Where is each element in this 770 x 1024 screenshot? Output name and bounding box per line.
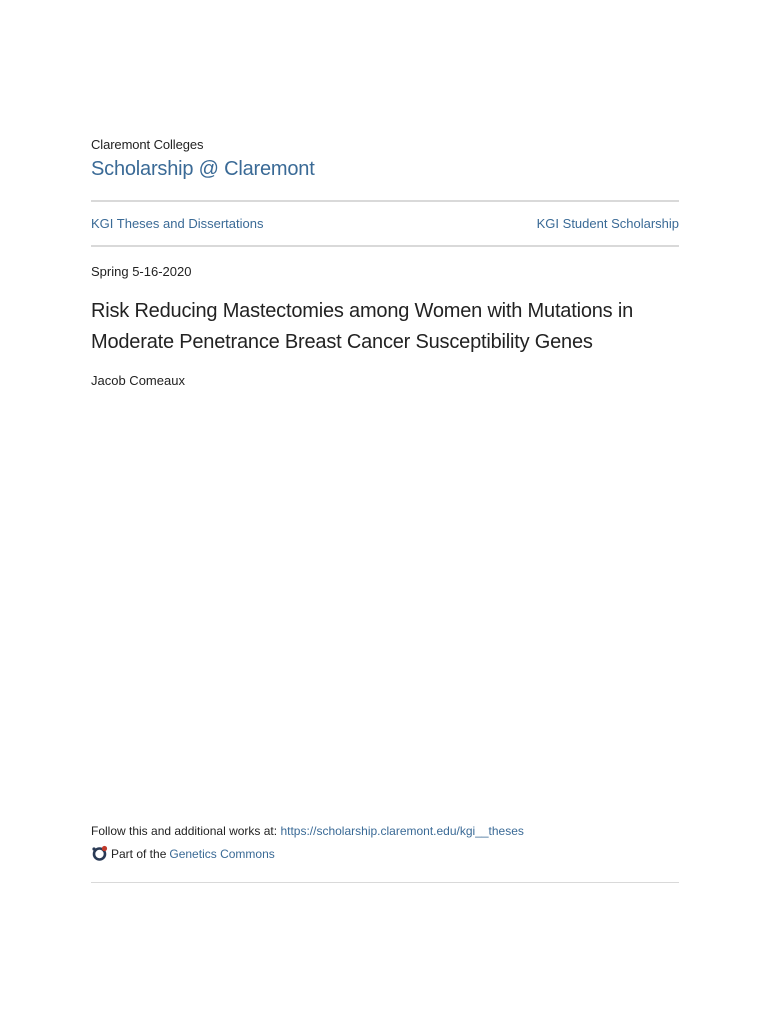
follow-prefix: Follow this and additional works at: <box>91 824 281 838</box>
part-of-prefix: Part of the <box>111 846 167 861</box>
institution-name: Claremont Colleges <box>91 137 204 152</box>
follow-link[interactable]: https://scholarship.claremont.edu/kgi__theses <box>280 824 524 838</box>
divider-top <box>91 200 679 202</box>
collection-link-student-scholarship[interactable]: KGI Student Scholarship <box>536 216 679 231</box>
divider-middle <box>91 245 679 247</box>
follow-line <box>91 824 524 838</box>
document-title: Risk Reducing Mastectomies among Women with Mutations in Moderate Penetrance Breast Cancer Susceptibility Genes <box>91 300 633 353</box>
publication-date: Spring 5-16-2020 <box>91 264 192 279</box>
repository-link[interactable]: Scholarship @ Claremont <box>91 158 315 180</box>
part-of-line <box>91 845 275 862</box>
genetics-commons-link[interactable]: Genetics Commons <box>169 846 275 861</box>
collection-link-theses[interactable]: KGI Theses and Dissertations <box>91 216 264 231</box>
network-commons-icon <box>91 845 108 862</box>
divider-bottom <box>91 882 679 883</box>
author-name: Jacob Comeaux <box>91 373 185 388</box>
